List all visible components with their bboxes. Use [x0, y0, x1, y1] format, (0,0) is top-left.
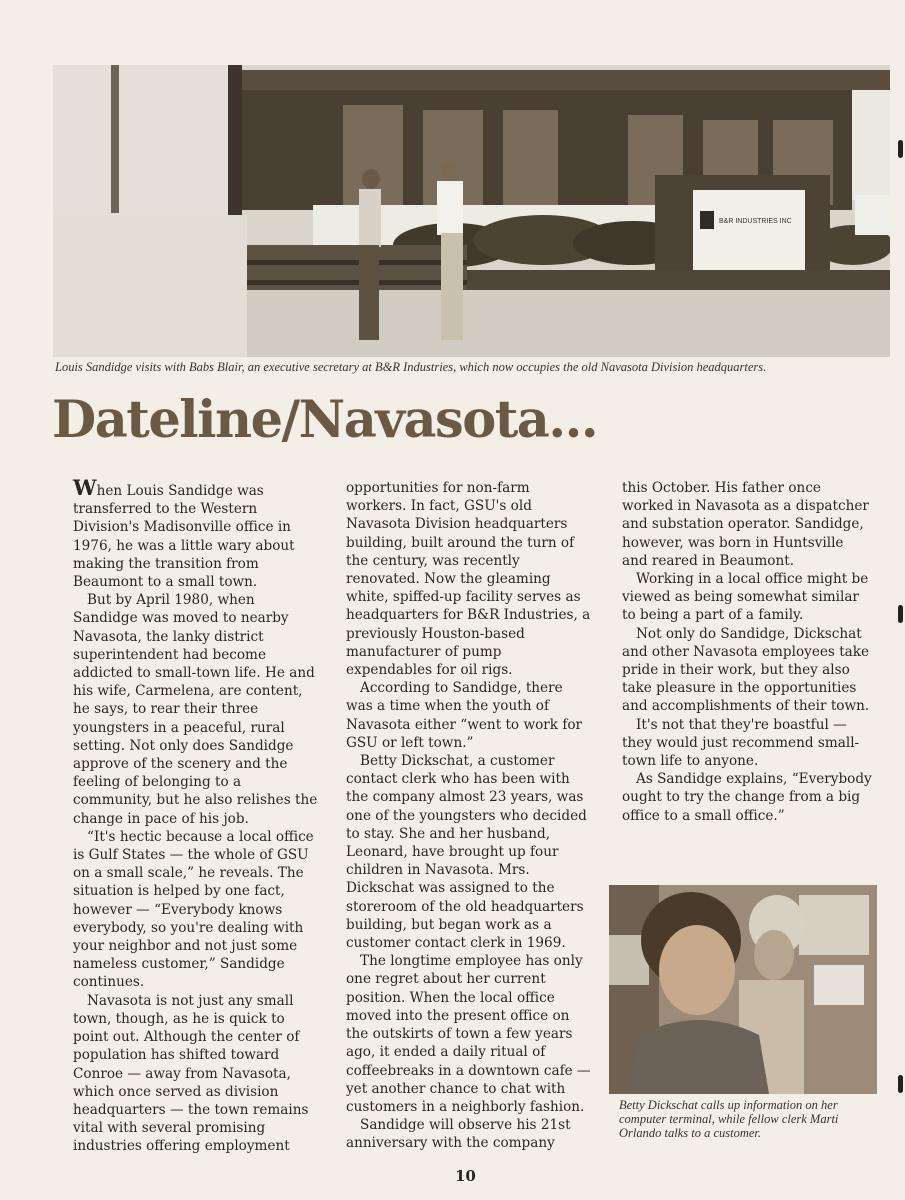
paragraph: “It's hectic because a local office is Gulf States — the whole of GSU on a small scale,” he reveals. The situation is helped by one fact, however — “Everybody knows everybody, so you're dealing with your neighbor and not just some nameless customer,” Sandidge continues.: [73, 828, 314, 991]
binding-mark: [898, 1075, 903, 1093]
drop-cap: W: [73, 475, 97, 500]
paragraph: As Sandidge explains, “Everybody ought to try the change from a big office to a small office.”: [622, 771, 872, 824]
page-number: 10: [455, 1167, 476, 1185]
headline: Dateline/Navasota...: [52, 390, 598, 450]
paragraph: It's not that they're boastful — they would just recommend small-town life to anyone.: [622, 716, 860, 770]
paragraph: Working in a local office might be viewed as being somewhat similar to being a part of a family.: [622, 571, 869, 624]
article-column-2: [346, 479, 591, 1153]
sign-text: B&R INDUSTRIES INC: [719, 218, 792, 225]
office-photo-illustration: [609, 885, 877, 1094]
top-photo: [53, 65, 890, 357]
paragraph: [73, 475, 318, 591]
top-photo-caption: Louis Sandidge visits with Babs Blair, an executive secretary at B&R Industries, which now occupies the old Navasota Division headquarters.: [55, 360, 767, 374]
paragraph: But by April 1980, when Sandidge was moved to nearby Navasota, the lanky district superintendent had become addicted to small-town life. He and his wife, Carmelena, are content, he says, to rear their three youngsters in a peaceful, rural setting. Not only does Sandidge approve of the scenery and the feeling of belonging to a community, but he also relishes the change in pace of his job.: [73, 592, 318, 827]
small-photo: [609, 885, 877, 1094]
paragraph: Not only do Sandidge, Dickschat and other Navasota employees take pride in their work, but they also take pleasure in the opportunities and accomplishments of their town.: [622, 625, 870, 715]
paragraph: Navasota is not just any small town, though, as he is quick to point out. Although the center of population has shifted toward Conroe — away from Navasota, which once served as division headquarters — the town remains vital with several promising industries offering employment: [73, 992, 309, 1155]
paragraph: opportunities for non-farm workers. In fact, GSU's old Navasota Division headquarters building, built around the turn of the century, was recently renovated. Now the gleaming white, spiffed-up facility serves as headquarters for B&R Industries, a previously Houston-based manufacturer of pump expendables for oil rigs.: [346, 480, 591, 679]
paragraph: According to Sandidge, there was a time when the youth of Navasota either “went to work for GSU or left town.”: [346, 680, 583, 751]
small-photo-caption: Betty Dickschat calls up information on her computer terminal, while fellow clerk Marti Orlando talks to a customer.: [619, 1098, 839, 1140]
paragraph: Sandidge will observe his 21st anniversary with the company: [346, 1117, 571, 1152]
paragraph: this October. His father once worked in Navasota as a dispatcher and substation operator. Sandidge, however, was born in Huntsville and reared in Beaumont.: [622, 480, 869, 569]
binding-mark: [898, 140, 903, 158]
building-photo-illustration: [53, 65, 890, 357]
article-column-1: [73, 475, 318, 1156]
article-column-3: [622, 479, 872, 825]
paragraph-text: hen Louis Sandidge was transferred to the Western Division's Madisonville office in 1976, he was a little wary about making the transition from Beaumont to a small town.: [73, 483, 295, 591]
paragraph: Betty Dickschat, a customer contact clerk who has been with the company almost 23 years, was one of the youngsters who decided to stay. She and her husband, Leonard, have brought up four children in Navasota. Mrs. Dickschat was assigned to the storeroom of the old headquarters building, but began work as a customer contact clerk in 1969.: [346, 753, 587, 952]
binding-mark: [898, 605, 903, 623]
paragraph: The longtime employee has only one regret about her current position. When the local office moved into the present office on the outskirts of town a few years ago, it ended a daily ritual of coffeebreaks in a downtown cafe — yet another chance to chat with customers in a neighborly fashion.: [346, 953, 591, 1115]
